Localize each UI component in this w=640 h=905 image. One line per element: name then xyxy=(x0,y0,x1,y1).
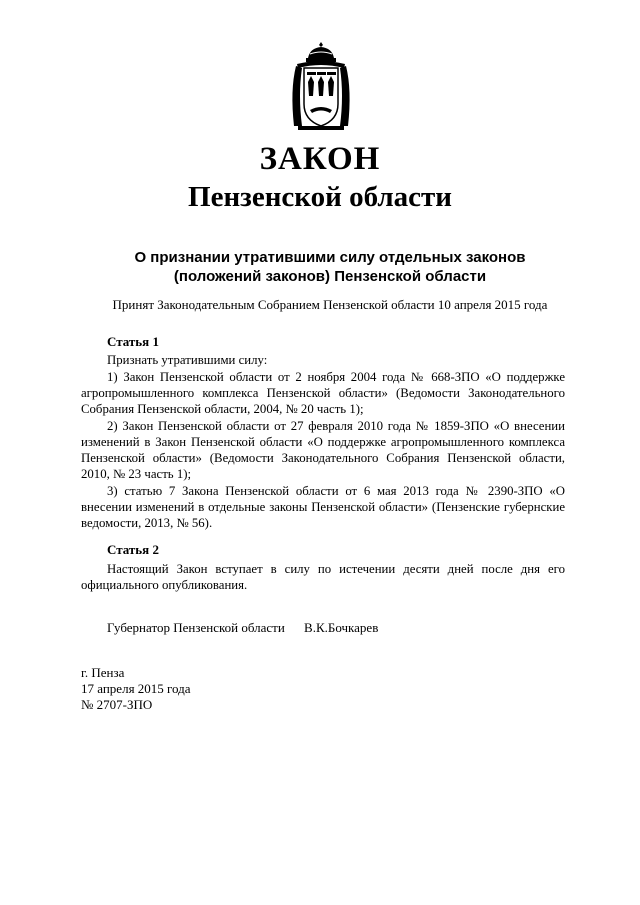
law-subject-line-1: О признании утратившими силу отдельных законов xyxy=(134,249,526,266)
law-region: Пензенской области xyxy=(188,181,452,213)
article-2-heading: Статья 2 xyxy=(107,542,159,557)
article-1-body xyxy=(81,352,565,531)
signatory-position: Губернатор Пензенской области xyxy=(107,620,285,635)
place-date-block xyxy=(81,665,191,713)
article-2-body xyxy=(81,561,565,593)
article-1-heading: Статья 1 xyxy=(107,334,159,349)
law-subject-line-2: (положений законов) Пензенской области xyxy=(173,268,487,285)
adoption-note: Принят Законодательным Собранием Пензенской области 10 апреля 2015 года xyxy=(112,297,548,312)
signing-date: 17 апреля 2015 года xyxy=(81,681,191,696)
article-2-text: Настоящий Закон вступает в силу по истечении десяти дней после дня его официального опубликования. xyxy=(81,562,565,592)
law-number: № 2707-ЗПО xyxy=(81,697,153,712)
coat-of-arms-emblem xyxy=(288,40,354,132)
article-1-item-2: 2) Закон Пензенской области от 27 февраля 2010 года № 1859-ЗПО «О внесении изменений в Закон Пензенской области «О поддержке агропромышленного комплекса Пензенской области» (Ведомости Законодательного Собрания Пензенской области, 2010, № 23 часть 1); xyxy=(81,419,565,481)
article-1-item-1: 1) Закон Пензенской области от 2 ноября 2004 года № 668-ЗПО «О поддержке агропромышленного комплекса Пензенской области» (Ведомости Законодательного Собрания Пензенской области, 2004, № 20 часть 1); xyxy=(81,370,565,416)
article-1-intro: Признать утратившими силу: xyxy=(107,353,268,367)
article-1-item-3: 3) статью 7 Закона Пензенской области от 6 мая 2013 года № 2390-ЗПО «О внесении изменений в отдельные законы Пензенской области» (Пензенские губернские ведомости, 2013, № 56). xyxy=(81,484,565,530)
law-title: ЗАКОН xyxy=(259,141,381,177)
place: г. Пенза xyxy=(81,665,125,680)
signatory-name: В.К.Бочкарев xyxy=(304,620,379,635)
law-subject xyxy=(120,248,540,286)
signature-line xyxy=(107,620,378,636)
